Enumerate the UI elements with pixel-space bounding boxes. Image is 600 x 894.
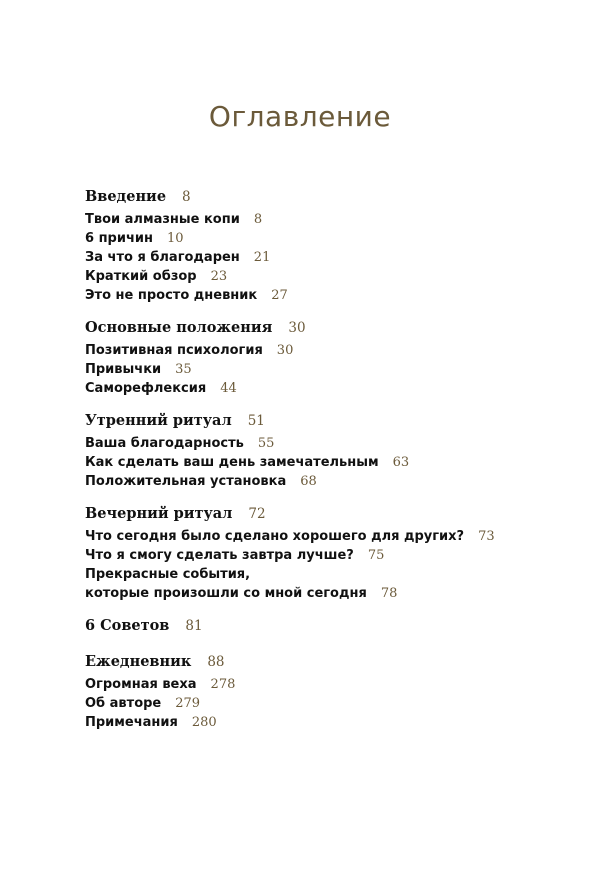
- section-heading[interactable]: [85, 408, 545, 434]
- toc-entry[interactable]: [85, 210, 545, 229]
- section-heading[interactable]: [85, 501, 545, 527]
- page-number: 78: [380, 586, 398, 601]
- entry-title: Краткий обзор: [85, 269, 197, 284]
- page-number: 81: [185, 618, 203, 634]
- toc-entry[interactable]: [85, 527, 545, 546]
- entry-title: Это не просто дневник: [85, 288, 258, 303]
- entry-title-line-2: которые произошли со мной сегодня: [85, 586, 367, 601]
- page-number: 68: [300, 474, 317, 489]
- entry-title: Твои алмазные копи: [85, 212, 240, 227]
- page-number: 10: [166, 231, 184, 246]
- page-number: 279: [175, 696, 201, 711]
- toc-entry[interactable]: [85, 341, 545, 360]
- page-number: 72: [248, 506, 266, 522]
- toc-entry[interactable]: [85, 267, 545, 286]
- toc-section-evening-ritual: [85, 501, 545, 603]
- toc-entry[interactable]: [85, 453, 545, 472]
- section-title: Введение: [85, 188, 167, 205]
- page-number: 30: [288, 320, 306, 336]
- page-number: 30: [276, 343, 294, 358]
- page-number: 23: [210, 269, 228, 284]
- page-number: 75: [367, 548, 385, 563]
- entry-title: За что я благодарен: [85, 250, 240, 265]
- toc-entry[interactable]: [85, 379, 545, 398]
- toc-section-basics: [85, 315, 545, 398]
- section-heading[interactable]: [85, 184, 545, 210]
- entry-title: Положительная установка: [85, 474, 287, 489]
- entry-title: Ваша благодарность: [85, 436, 244, 451]
- toc-entry[interactable]: [85, 286, 545, 305]
- section-title: Утренний ритуал: [85, 412, 232, 429]
- entry-title: Саморефлексия: [85, 381, 207, 396]
- entry-title-last-line: [85, 584, 545, 603]
- section-heading[interactable]: [85, 613, 545, 639]
- toc-entry[interactable]: [85, 675, 545, 694]
- section-heading[interactable]: [85, 649, 545, 675]
- entry-title: Привычки: [85, 362, 162, 377]
- toc-section-morning-ritual: [85, 408, 545, 491]
- page-title: Оглавление: [208, 100, 392, 133]
- toc-entry[interactable]: [85, 546, 545, 565]
- toc-entry[interactable]: [85, 434, 545, 453]
- toc-section-introduction: [85, 184, 545, 305]
- page-number: 55: [257, 436, 275, 451]
- section-title: Основные положения: [85, 319, 273, 336]
- page-number: 8: [182, 189, 191, 205]
- entry-title: Примечания: [85, 715, 178, 730]
- page-number: 63: [392, 455, 410, 470]
- page-number: 27: [271, 288, 288, 303]
- page-number: 44: [220, 381, 237, 396]
- entry-title: Как сделать ваш день замечательным: [85, 455, 379, 470]
- toc-entry[interactable]: [85, 248, 545, 267]
- section-title: Ежедневник: [85, 653, 192, 670]
- toc-entry[interactable]: [85, 713, 545, 732]
- section-heading[interactable]: [85, 315, 545, 341]
- toc-entry[interactable]: [85, 472, 545, 491]
- entry-title: Что я смогу сделать завтра лучше?: [85, 548, 354, 563]
- entry-title: Что сегодня было сделано хорошего для других?: [85, 529, 465, 544]
- table-of-contents: [85, 184, 545, 742]
- toc-section-diary: [85, 649, 545, 732]
- entry-title: Об авторе: [85, 696, 162, 711]
- toc-entry[interactable]: [85, 694, 545, 713]
- page-number: 280: [191, 715, 217, 730]
- entry-title: Позитивная психология: [85, 343, 263, 358]
- entry-title: 6 причин: [85, 231, 153, 246]
- page-number: 88: [207, 654, 225, 670]
- section-title: Вечерний ритуал: [85, 505, 233, 522]
- toc-entry[interactable]: [85, 565, 545, 603]
- page-number: 8: [253, 212, 263, 227]
- toc-entry[interactable]: [85, 360, 545, 379]
- page-number: 51: [247, 413, 265, 429]
- toc-entry[interactable]: [85, 229, 545, 248]
- page-number: 73: [478, 529, 495, 544]
- page-number: 35: [175, 362, 192, 377]
- entry-title-line-1: Прекрасные события,: [85, 567, 251, 582]
- entry-title: Огромная веха: [85, 677, 197, 692]
- page-number: 278: [210, 677, 236, 692]
- toc-section-six-tips: [85, 613, 545, 639]
- page-number: 21: [253, 250, 271, 265]
- section-title: 6 Советов: [85, 617, 170, 634]
